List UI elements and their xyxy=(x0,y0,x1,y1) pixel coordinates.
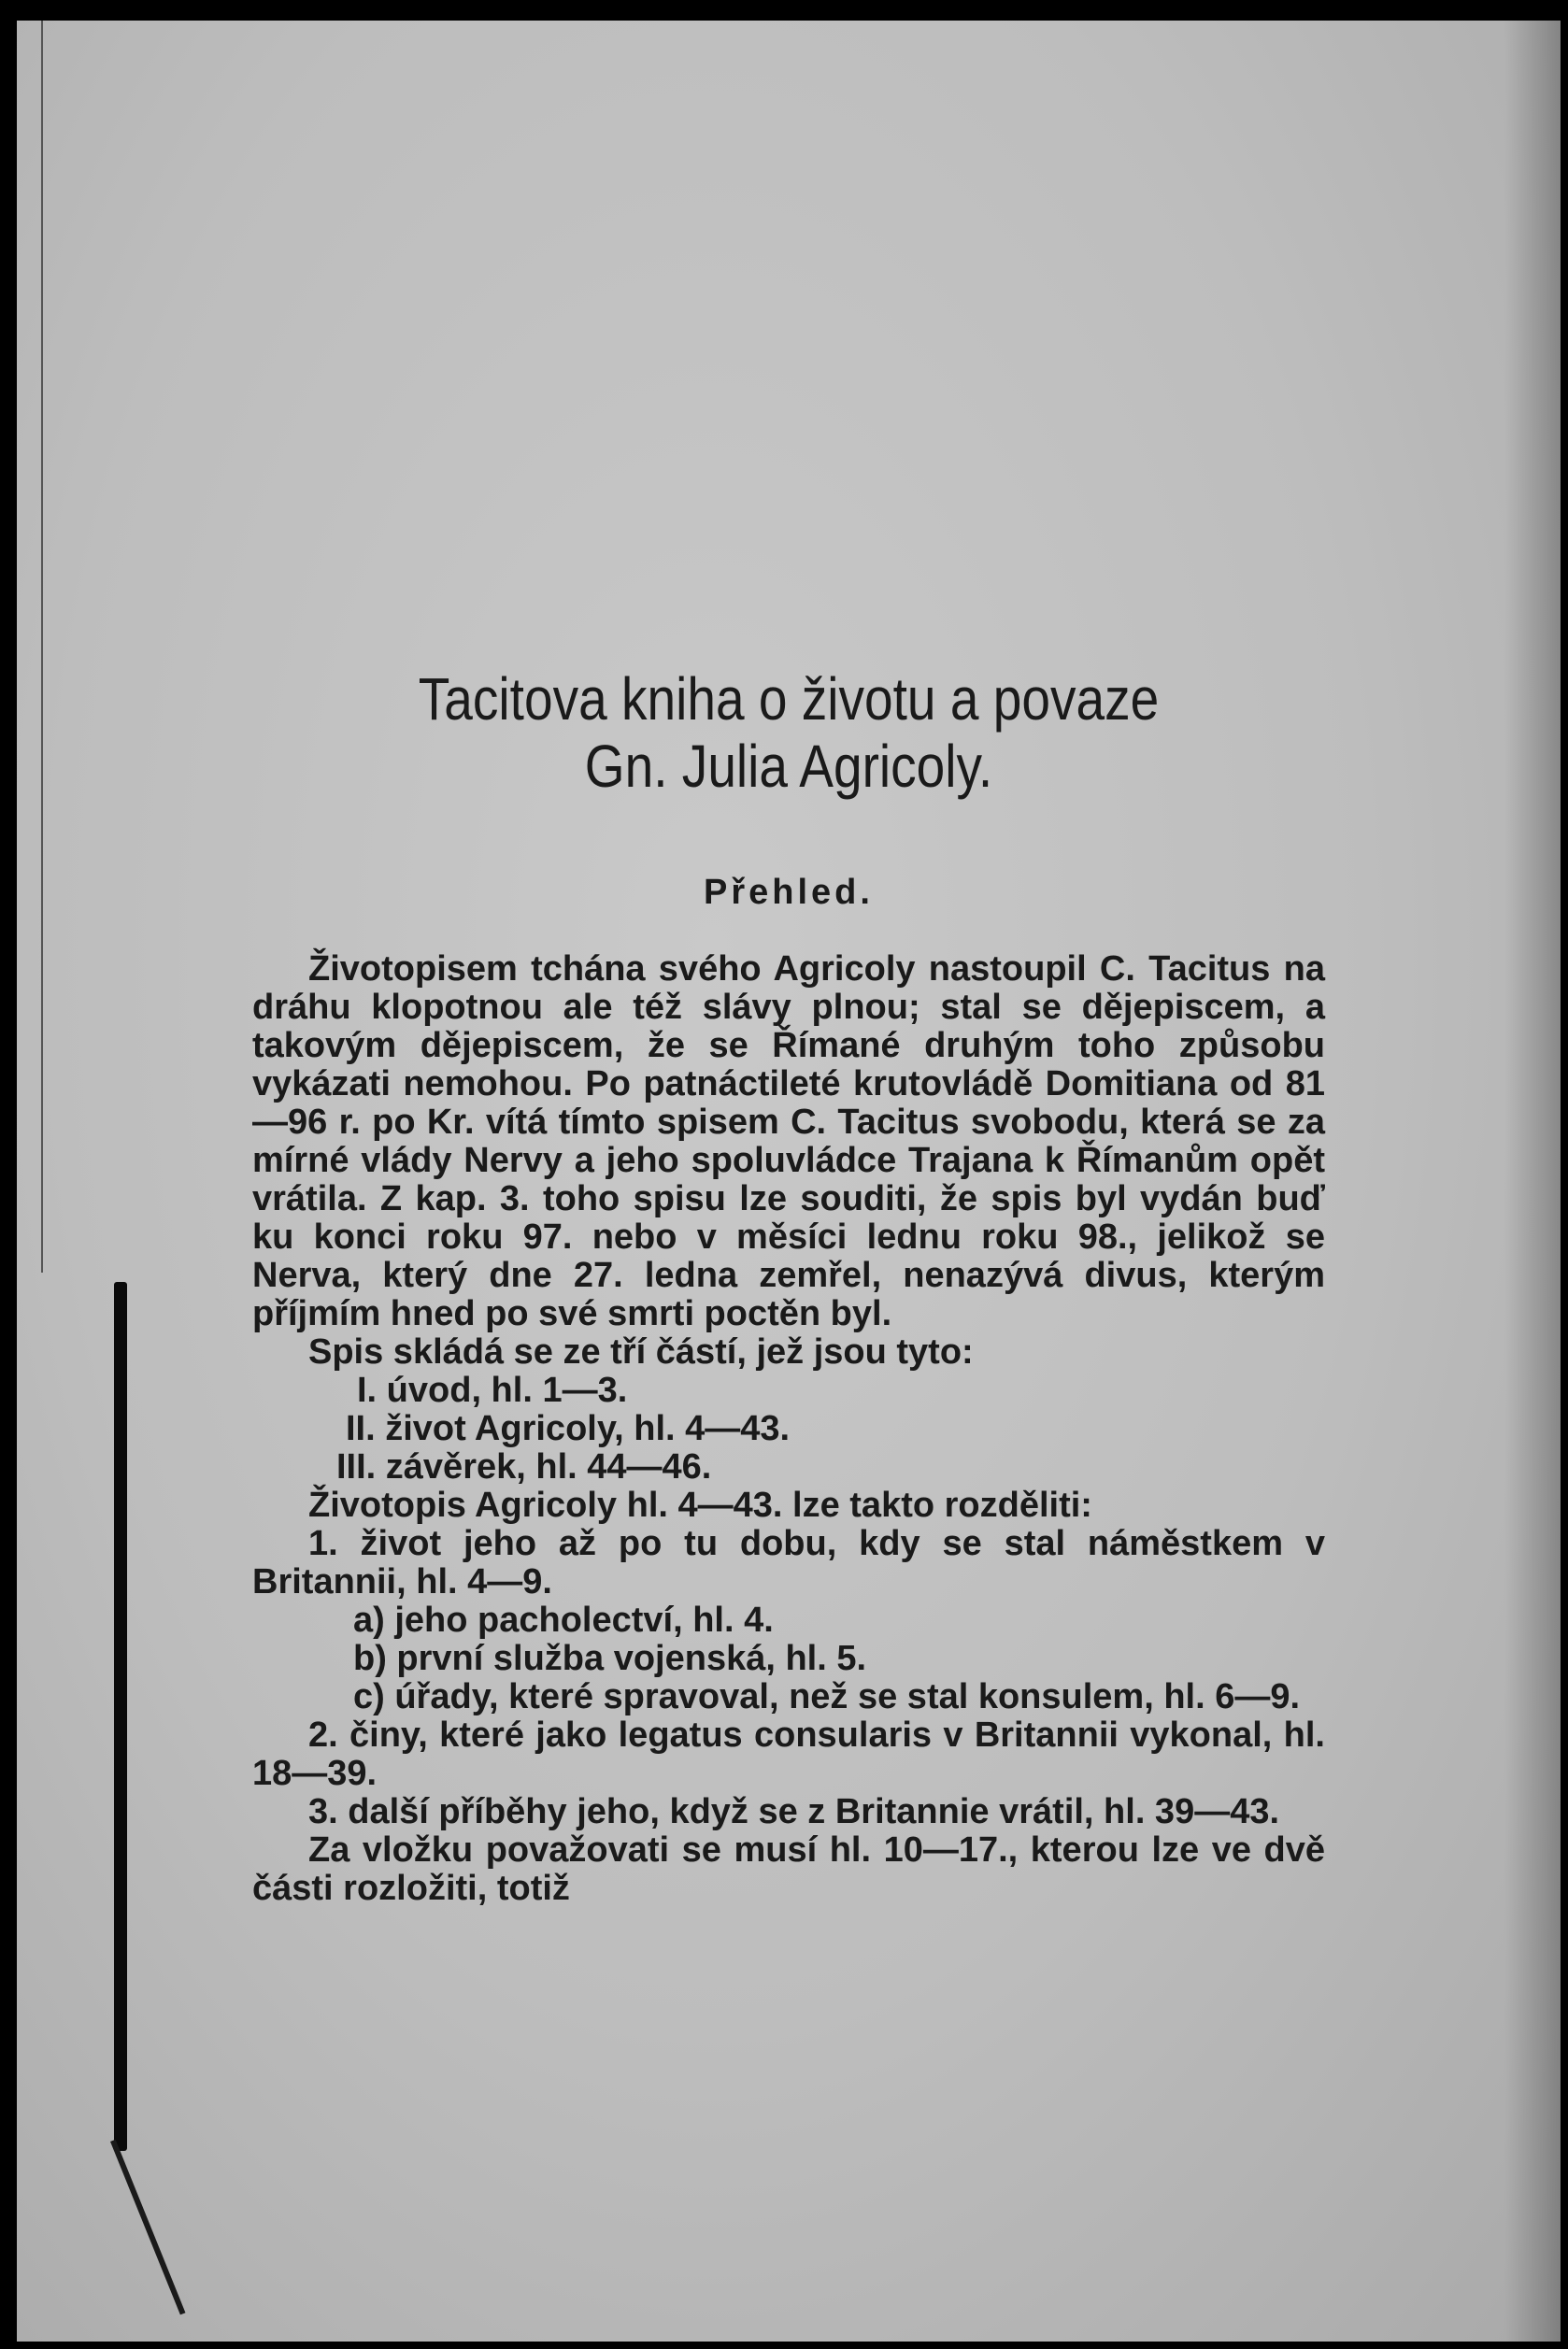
title-line-1: Tacitova kniha o životu a povaze xyxy=(418,665,1160,733)
title-line-2: Gn. Julia Agricoly. xyxy=(584,733,993,800)
part-item-2: II. život Agricoly, hl. 4—43. xyxy=(346,1409,791,1448)
bio-sub-c: c) úřady, které spravoval, než se stal konsulem, hl. 6—9. xyxy=(353,1677,1301,1716)
bio-point-3: 3. další příběhy jeho, když se z Britannie vrátil, hl. 39—43. xyxy=(308,1792,1280,1831)
section-heading: Přehled. xyxy=(704,873,874,912)
bio-sub-b: b) první služba vojenská, hl. 5. xyxy=(353,1639,867,1678)
bio-point-2: 2. činy, které jako legatus consularis v Britannii vykonal, hl. 18—39. xyxy=(252,1715,1325,1793)
bookmark-ribbon xyxy=(114,1282,127,2151)
part-item-3: III. závěrek, hl. 44—46. xyxy=(336,1447,712,1487)
insert-paragraph: Za vložku považovati se musí hl. 10—17., kterou lze ve dvě části rozložiti, totiž xyxy=(252,1830,1325,1908)
bio-intro: Životopis Agricoly hl. 4—43. lze takto rozděliti: xyxy=(308,1486,1092,1525)
binding-line xyxy=(41,21,43,1273)
bio-point-1: 1. život jeho až po tu dobu, kdy se stal náměstkem v Britannii, hl. 4—9. xyxy=(252,1524,1325,1602)
part-item-1: I. úvod, hl. 1—3. xyxy=(357,1371,628,1410)
bio-sub-a: a) jeho pacholectví, hl. 4. xyxy=(353,1601,774,1640)
bookmark-ribbon-tail xyxy=(110,2140,185,2315)
page-title xyxy=(327,665,1249,800)
intro-paragraph: Životopisem tchána svého Agricoly nastoupil C. Tacitus na dráhu klopotnou ale též slávy plnou; stal se dějepiscem, a takovým dějepiscem, že se Římané druhým toho způsobu vykázati nemohou. Po patnáctileté krutovládě Domitiana od 81—96 r. po Kr. vítá tímto spisem C. Tacitus svobodu, která se za mírné vlády Nervy a jeho spoluvládce Trajana k Římanům opět vrátila. Z kap. 3. toho spisu lze souditi, že spis byl vydán buď ku konci roku 97. nebo v měsíci lednu roku 98., jelikož se Nerva, který dne 27. ledna zemřel, nenazývá divus, kterým příjmím hned po své smrti poctěn byl. xyxy=(252,949,1325,1333)
book-page xyxy=(17,21,1561,2342)
page-edge-shadow xyxy=(1504,21,1561,2342)
page-content xyxy=(252,665,1325,1908)
parts-intro: Spis skládá se ze tří částí, jež jsou tyto: xyxy=(308,1332,974,1372)
body-text xyxy=(252,950,1325,1908)
